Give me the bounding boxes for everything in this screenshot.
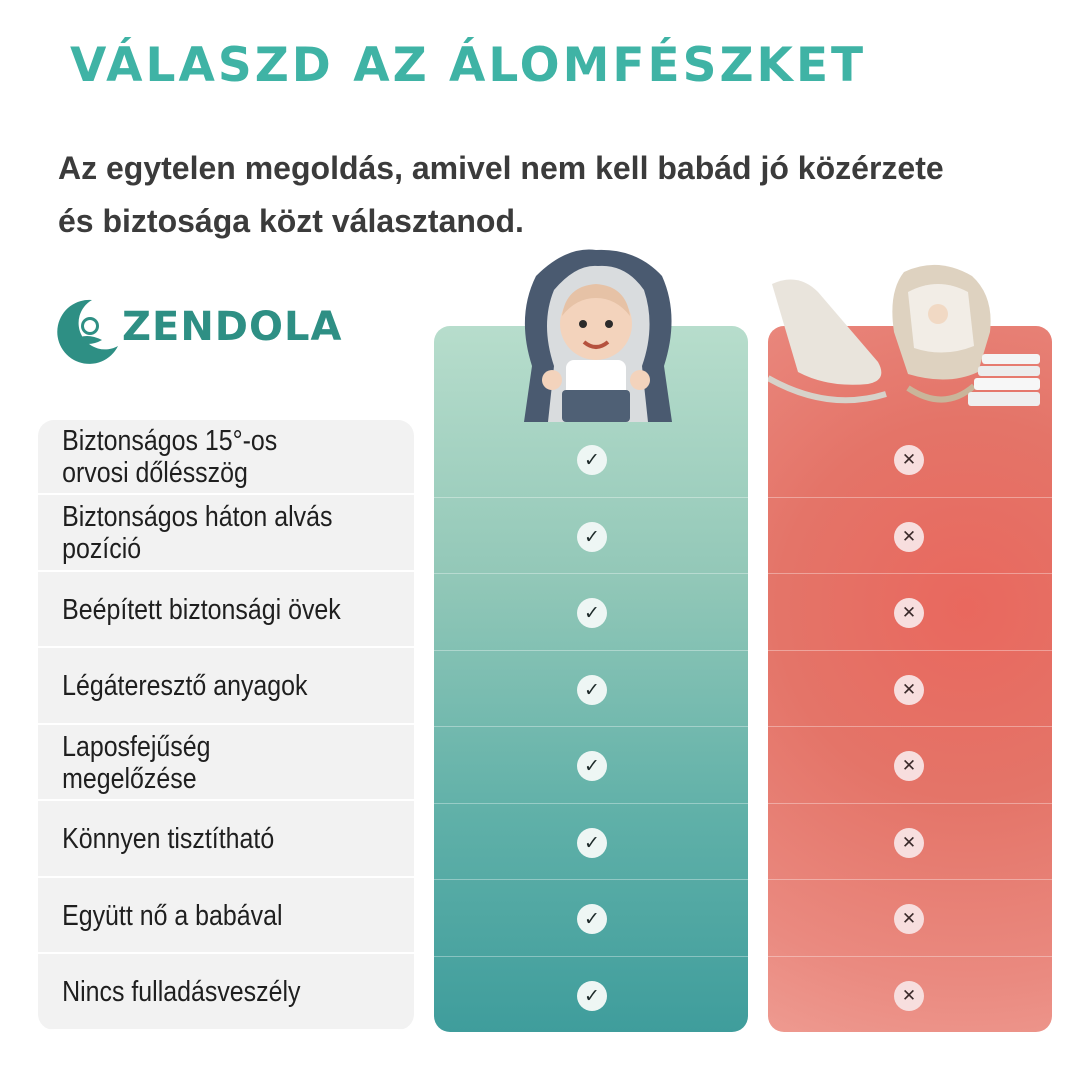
feature-row: [38, 497, 414, 572]
row-divider: [768, 879, 1052, 880]
feature-label: Légáteresztő anyagok: [62, 670, 308, 702]
row-divider: [434, 650, 748, 651]
brand-name: ZENDOLA: [122, 304, 343, 350]
row-divider: [434, 879, 748, 880]
check-icon: ✓: [577, 522, 607, 552]
feature-label: Biztonságos 15°-os orvosi dőlésszög: [62, 424, 278, 489]
cross-icon: ✕: [894, 828, 924, 858]
feature-row: [38, 573, 414, 648]
feature-label: Együtt nő a babával: [62, 899, 283, 932]
feature-row: [38, 726, 414, 801]
row-divider: [768, 726, 1052, 727]
check-icon: ✓: [577, 598, 607, 628]
feature-label: Könnyen tisztítható: [62, 823, 275, 855]
row-divider: [434, 726, 748, 727]
row-divider: [768, 956, 1052, 957]
subtitle: [58, 142, 1018, 248]
subtitle-line-1: Az egytelen megoldás, amivel nem kell babád jó közérzete: [58, 150, 944, 186]
row-divider: [434, 803, 748, 804]
cross-icon: ✕: [894, 675, 924, 705]
baby-nest-product-photo: [496, 246, 696, 422]
feature-label: Nincs fulladásveszély: [62, 976, 301, 1008]
cross-icon: ✕: [894, 981, 924, 1011]
row-divider: [768, 650, 1052, 651]
check-icon: ✓: [577, 751, 607, 781]
feature-label: Beépített biztonsági övek: [62, 593, 341, 626]
feature-row: [38, 650, 414, 725]
check-icon: ✓: [577, 828, 607, 858]
cross-icon: ✕: [894, 751, 924, 781]
feature-list: [38, 420, 414, 1030]
cross-icon: ✕: [894, 598, 924, 628]
feature-row: [38, 956, 414, 1031]
check-icon: ✓: [577, 904, 607, 934]
check-icon: ✓: [577, 981, 607, 1011]
check-icon: ✓: [577, 445, 607, 475]
cross-icon: ✕: [894, 522, 924, 552]
row-divider: [434, 956, 748, 957]
baby-bouncer-product-photo: [768, 262, 1052, 412]
subtitle-line-2: és biztosága közt választanod.: [58, 203, 524, 239]
check-icon: ✓: [577, 675, 607, 705]
feature-label: Biztonságos háton alvás pozíció: [62, 501, 333, 565]
moon-baby-icon: [52, 296, 120, 366]
row-divider: [768, 573, 1052, 574]
cross-icon: ✕: [894, 904, 924, 934]
cross-icon: ✕: [894, 445, 924, 475]
feature-row: [38, 420, 414, 495]
feature-label: Laposfejűség megelőzése: [62, 730, 211, 795]
row-divider: [768, 803, 1052, 804]
row-divider: [434, 573, 748, 574]
row-divider: [768, 497, 1052, 498]
feature-row: [38, 803, 414, 878]
page-title: VÁLASZD AZ ÁLOMFÉSZKET: [70, 38, 867, 93]
row-divider: [434, 497, 748, 498]
feature-row: [38, 879, 414, 954]
